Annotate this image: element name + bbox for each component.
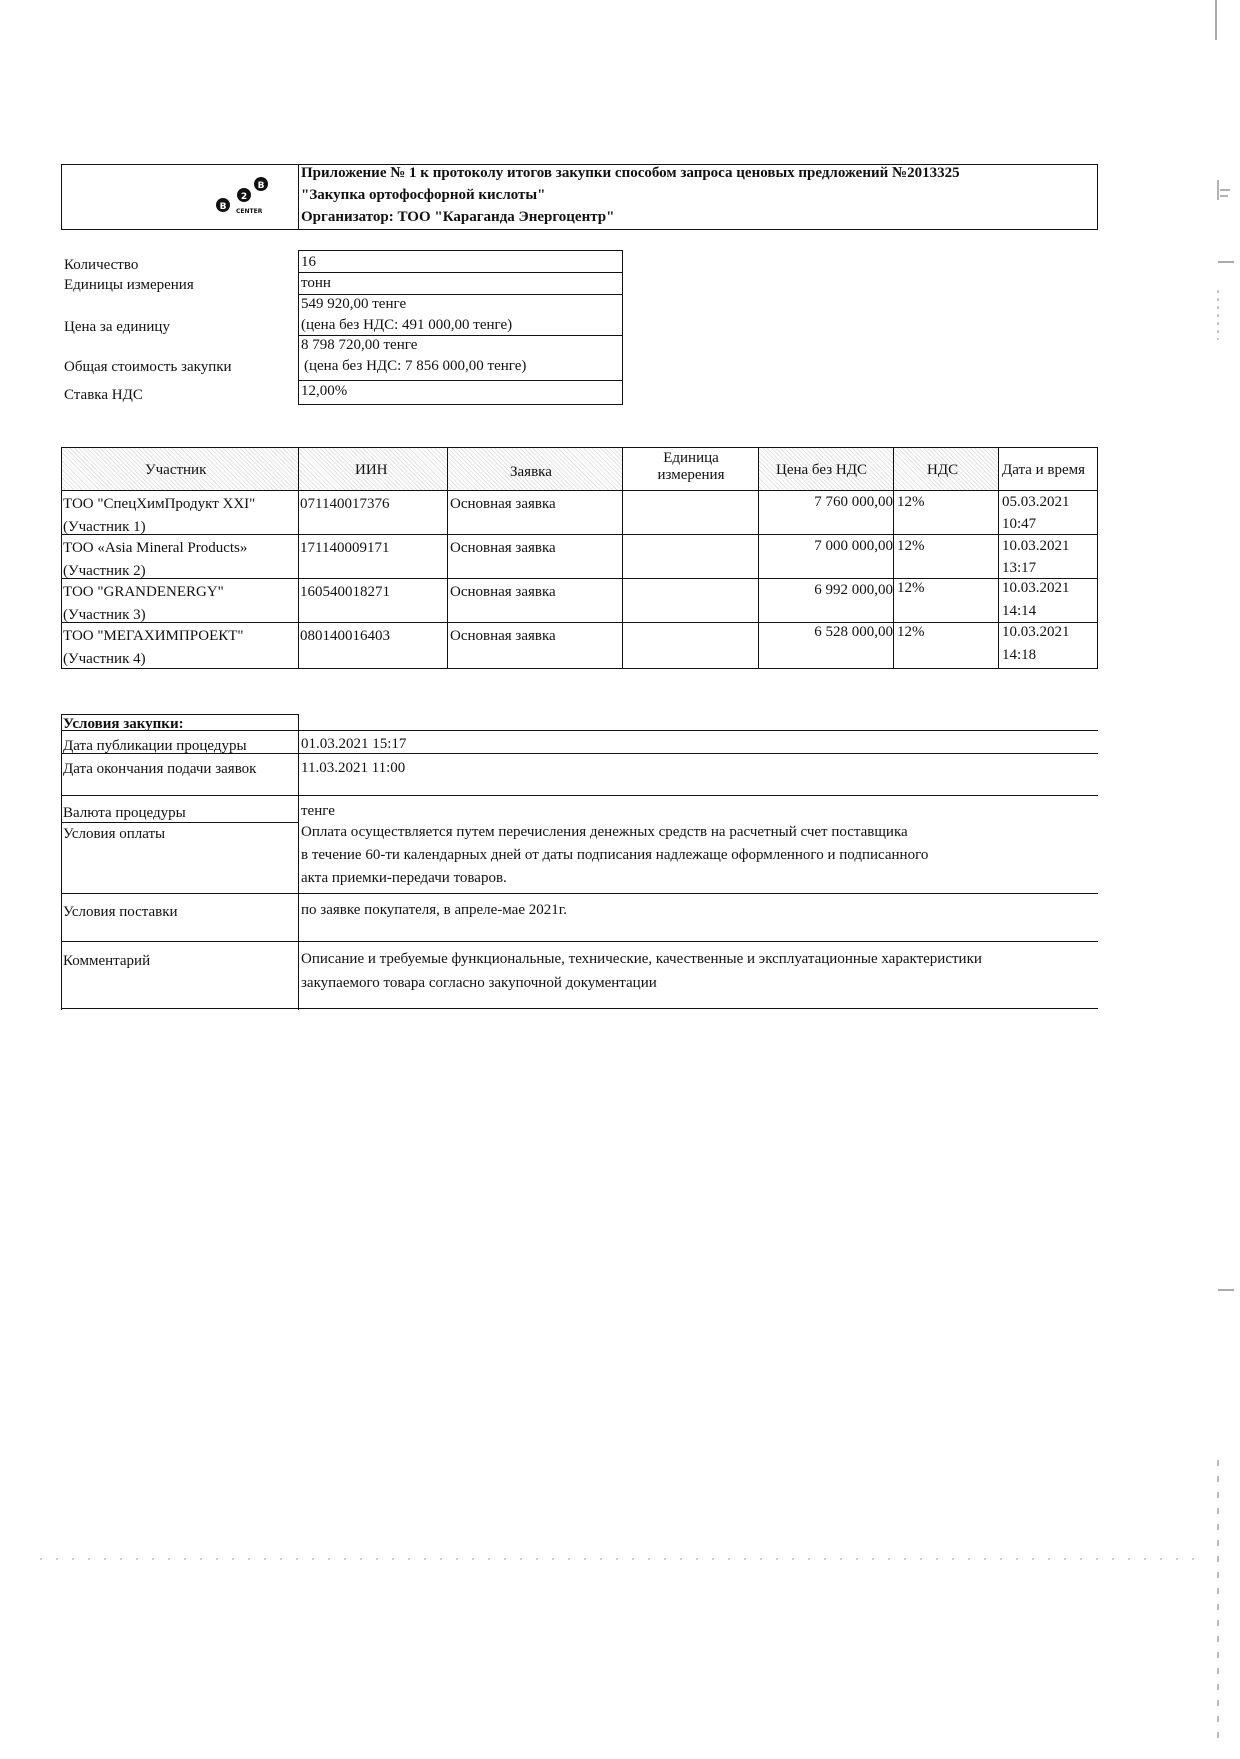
conditions-row-line xyxy=(61,795,1098,796)
participant-vat: 12% xyxy=(897,624,925,640)
participant-name: ТОО "GRANDENERGY" xyxy=(63,584,224,600)
header-organizer: Организатор: ТОО "Караганда Энергоцентр" xyxy=(301,209,615,225)
summary-value-unit-price: 549 920,00 тенге xyxy=(301,296,407,312)
conditions-payment-line: акта приемки-передачи товаров. xyxy=(301,870,507,886)
conditions-row-line xyxy=(61,822,298,823)
participant-bid: Основная заявка xyxy=(450,496,556,512)
table-col-line xyxy=(998,447,999,669)
summary-label-unit-price: Цена за единицу xyxy=(64,319,170,335)
conditions-comment-line: Описание и требуемые функциональные, технические, качественные и эксплуатационные характеристики xyxy=(301,951,982,967)
summary-label-total: Общая стоимость закупки xyxy=(64,359,232,375)
conditions-payment-label: Условия оплаты xyxy=(63,826,166,842)
participant-bid: Основная заявка xyxy=(450,628,556,644)
conditions-left-border xyxy=(61,714,62,1010)
participant-iin: 160540018271 xyxy=(300,584,390,600)
header-divider xyxy=(298,164,299,230)
conditions-end-value: 11.03.2021 11:00 xyxy=(301,760,406,776)
summary-value-unit-price-novat: (цена без НДС: 491 000,00 тенге) xyxy=(301,317,513,333)
summary-label-unit: Единицы измерения xyxy=(64,277,194,293)
conditions-payment-line: в течение 60-ти календарных дней от даты подписания надлежаще оформленного и подписанного xyxy=(301,847,929,863)
summary-value-total: 8 798 720,00 тенге xyxy=(301,337,418,353)
participant-number: (Участник 4) xyxy=(63,651,146,667)
conditions-title: Условия закупки: xyxy=(63,716,184,732)
participant-price: 7 760 000,00 xyxy=(814,494,893,510)
summary-value-total-novat: (цена без НДС: 7 856 000,00 тенге) xyxy=(304,358,527,374)
column-header-bid: Заявка xyxy=(510,464,552,480)
conditions-row-line xyxy=(61,941,1098,942)
participant-price: 7 000 000,00 xyxy=(814,538,893,554)
svg-text:B: B xyxy=(257,181,265,191)
participant-number: (Участник 3) xyxy=(63,607,146,623)
table-col-line xyxy=(893,447,894,669)
conditions-comment-label: Комментарий xyxy=(63,953,151,969)
conditions-delivery-value: по заявке покупателя, в апреле-мае 2021г. xyxy=(301,902,567,918)
company-logo xyxy=(214,172,274,218)
scan-bottom-dots xyxy=(40,1548,1200,1552)
participant-bid: Основная заявка xyxy=(450,584,556,600)
participant-date: 10.03.2021 xyxy=(1002,538,1070,554)
summary-value-unit: тонн xyxy=(301,275,331,291)
conditions-row-line xyxy=(61,730,1098,731)
header-title-line1: Приложение № 1 к протоколу итогов закупки способом запроса ценовых предложений №2013325 xyxy=(301,165,960,181)
logo-text: CENTER xyxy=(236,208,263,215)
table-col-line xyxy=(298,447,299,669)
participant-iin: 071140017376 xyxy=(300,496,390,512)
summary-value-quantity: 16 xyxy=(301,254,316,270)
participant-time: 14:18 xyxy=(1002,647,1037,663)
participant-number: (Участник 1) xyxy=(63,519,146,535)
summary-label-quantity: Количество xyxy=(64,257,139,273)
participant-name: ТОО "СпецХимПродукт XXI" xyxy=(63,496,256,512)
conditions-delivery-label: Условия поставки xyxy=(63,904,178,920)
participant-vat: 12% xyxy=(897,580,925,596)
participant-name: ТОО «Asia Mineral Products» xyxy=(63,540,248,556)
table-col-line xyxy=(758,447,759,669)
svg-text:2: 2 xyxy=(240,192,248,202)
table-row-line xyxy=(61,490,1098,491)
table-row-line xyxy=(61,534,1098,535)
participant-price: 6 528 000,00 xyxy=(814,624,893,640)
conditions-pub-value: 01.03.2021 15:17 xyxy=(301,736,407,752)
column-header-unit: Единица измерения xyxy=(657,450,725,483)
participant-bid: Основная заявка xyxy=(450,540,556,556)
conditions-currency-label: Валюта процедуры xyxy=(63,805,186,821)
conditions-currency-value: тенге xyxy=(301,803,335,819)
participant-price: 6 992 000,00 xyxy=(814,582,893,598)
summary-value-vat-rate: 12,00% xyxy=(301,383,348,399)
conditions-pub-label: Дата публикации процедуры xyxy=(63,738,247,754)
conditions-payment-line: Оплата осуществляется путем перечисления денежных средств на расчетный счет поставщика xyxy=(301,824,908,840)
participant-name: ТОО "МЕГАХИМПРОЕКТ" xyxy=(63,628,244,644)
column-header-datetime: Дата и время xyxy=(1002,462,1086,478)
scan-edge-marks xyxy=(1214,0,1234,1754)
column-header-vat: НДС xyxy=(927,462,959,478)
column-header-iin: ИИН xyxy=(355,462,388,478)
participant-vat: 12% xyxy=(897,538,925,554)
participant-number: (Участник 2) xyxy=(63,563,146,579)
table-col-line xyxy=(447,447,448,669)
table-row-line xyxy=(61,622,1098,623)
column-header-price: Цена без НДС xyxy=(776,462,867,478)
conditions-col-line xyxy=(298,714,299,1010)
column-header-participant: Участник xyxy=(145,462,207,478)
participant-date: 10.03.2021 xyxy=(1002,624,1070,640)
participant-date: 10.03.2021 xyxy=(1002,580,1070,596)
participant-iin: 080140016403 xyxy=(300,628,390,644)
summary-row-line xyxy=(298,272,623,273)
participant-time: 14:14 xyxy=(1002,603,1037,619)
participant-vat: 12% xyxy=(897,494,925,510)
summary-label-vat-rate: Ставка НДС xyxy=(64,387,143,403)
conditions-comment-line: закупаемого товара согласно закупочной документации xyxy=(301,975,657,991)
summary-row-line xyxy=(298,380,623,381)
conditions-end-label: Дата окончания подачи заявок xyxy=(63,761,257,777)
participant-iin: 171140009171 xyxy=(300,540,390,556)
table-row-line xyxy=(61,578,1098,579)
header-title-line2: "Закупка ортофосфорной кислоты" xyxy=(301,187,546,203)
table-col-line xyxy=(622,447,623,669)
participant-date: 05.03.2021 xyxy=(1002,494,1070,510)
participant-time: 13:17 xyxy=(1002,560,1037,576)
conditions-bottom-border xyxy=(61,1008,1098,1009)
participant-time: 10:47 xyxy=(1002,516,1037,532)
conditions-row-line xyxy=(61,893,1098,894)
svg-text:B: B xyxy=(219,202,227,212)
